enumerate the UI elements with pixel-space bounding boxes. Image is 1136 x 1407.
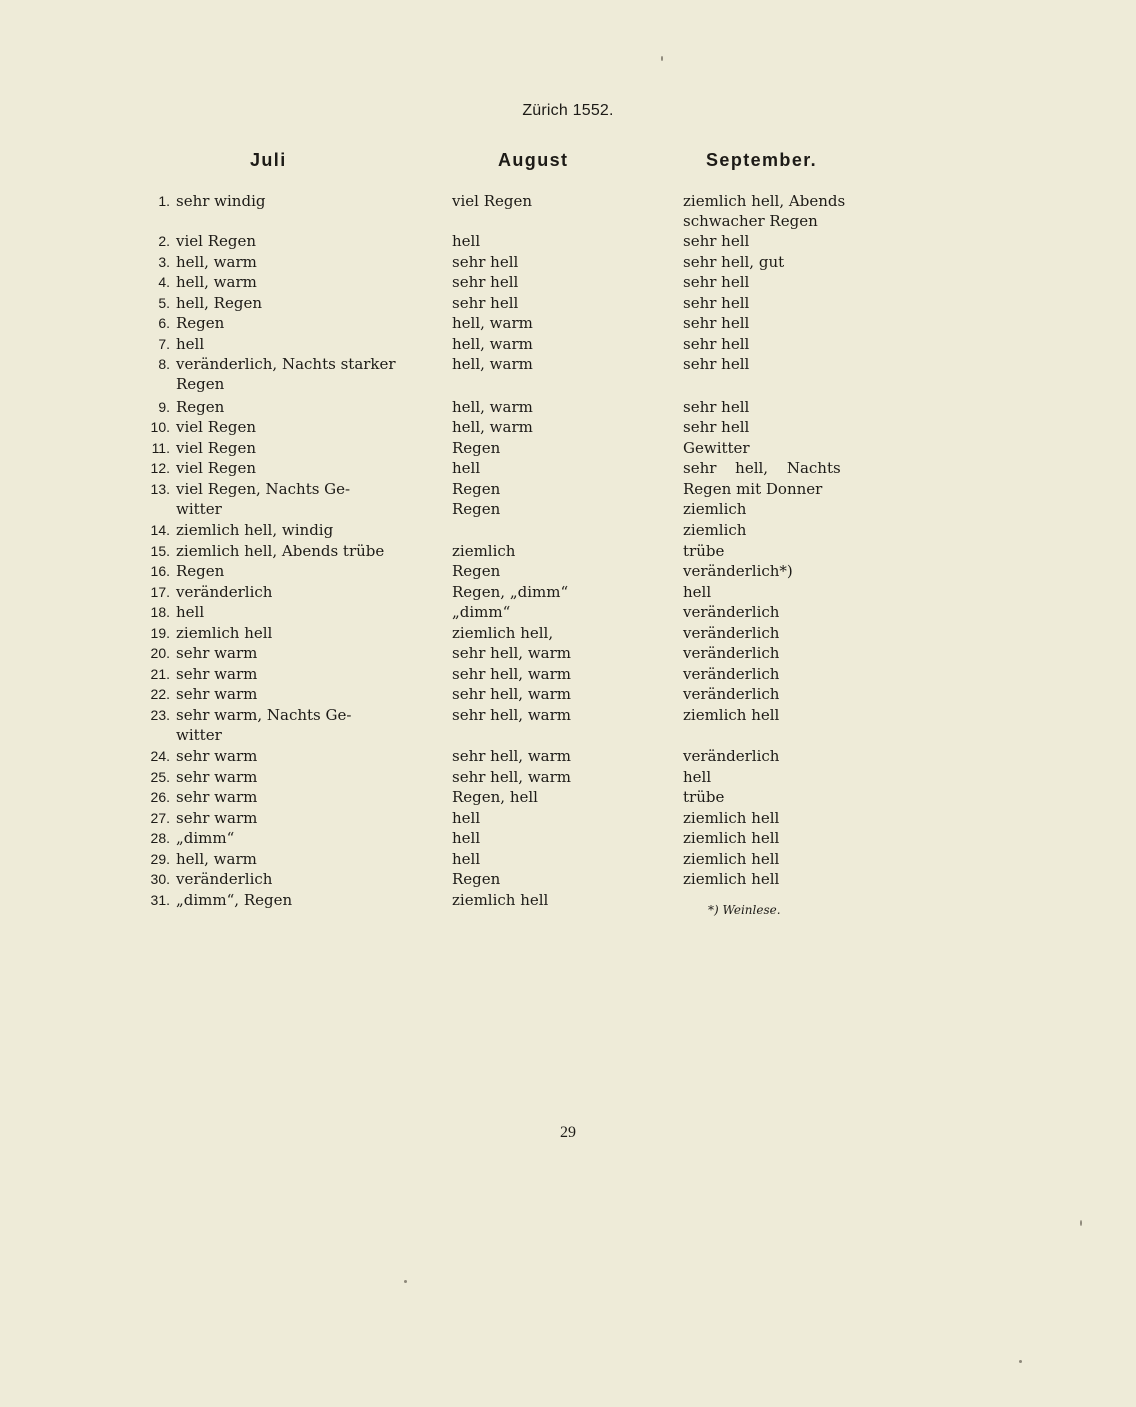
september-entry: sehr hell: [683, 232, 750, 250]
table-row: [0, 787, 1136, 808]
august-entry: hell, warm: [452, 398, 533, 416]
july-entry: viel Regen: [176, 418, 257, 436]
august-entry: Regen: [452, 870, 501, 888]
day-number: 11.: [151, 440, 170, 456]
day-number: 4.: [158, 274, 170, 290]
table-row: [0, 705, 1136, 744]
august-entry: Regen, hell: [452, 788, 538, 806]
september-entry: sehr hell, gut: [683, 253, 785, 271]
table-row: [0, 541, 1136, 562]
july-entry-continued: Regen: [176, 375, 225, 393]
table-row: [0, 458, 1136, 479]
september-entry: sehr hell: [683, 314, 750, 332]
july-entry: veränderlich: [176, 870, 273, 888]
august-entry: sehr hell: [452, 294, 519, 312]
september-entry: sehr hell, Nachts: [683, 459, 841, 477]
july-entry: hell: [176, 335, 205, 353]
july-entry: viel Regen: [176, 459, 257, 477]
day-number: 30.: [150, 871, 170, 887]
table-row: [0, 252, 1136, 273]
table-row: [0, 828, 1136, 849]
august-entry: Regen: [452, 480, 501, 498]
august-entry: hell, warm: [452, 418, 533, 436]
column-header-july: Juli: [250, 150, 287, 170]
day-number: 31.: [150, 892, 170, 908]
august-entry: sehr hell: [452, 253, 519, 271]
september-entry: sehr hell: [683, 273, 750, 291]
day-number: 3.: [158, 254, 170, 270]
august-entry: sehr hell, warm: [452, 644, 572, 662]
day-number: 21.: [150, 666, 170, 682]
september-entry: veränderlich: [683, 685, 780, 703]
august-entry: hell: [452, 850, 481, 868]
july-entry: sehr warm, Nachts Ge-: [176, 706, 352, 724]
august-entry: hell, warm: [452, 314, 533, 332]
september-entry: veränderlich: [683, 665, 780, 683]
july-entry: Regen: [176, 398, 225, 416]
september-entry: veränderlich*): [683, 562, 793, 580]
september-entry: veränderlich: [683, 624, 780, 642]
day-number: 29.: [150, 851, 170, 867]
table-row: [0, 293, 1136, 314]
day-number: 2.: [158, 233, 170, 249]
footnote: *) Weinlese.: [708, 903, 781, 917]
table-row: [0, 746, 1136, 767]
july-entry: hell, Regen: [176, 294, 262, 312]
july-entry: „dimm“: [176, 829, 235, 847]
august-entry-continued: Regen: [452, 500, 501, 518]
table-row: [0, 849, 1136, 870]
day-number: 19.: [150, 625, 170, 641]
july-entry: Regen: [176, 562, 225, 580]
july-entry: hell: [176, 603, 205, 621]
day-number: 22.: [150, 686, 170, 702]
page-number: 29: [560, 1124, 576, 1141]
august-entry: Regen: [452, 562, 501, 580]
july-entry: ziemlich hell: [176, 624, 273, 642]
day-number: 18.: [150, 604, 170, 620]
day-number: 24.: [150, 748, 170, 764]
july-entry-continued: witter: [176, 726, 222, 744]
table-row: [0, 561, 1136, 582]
day-number: 17.: [150, 584, 170, 600]
july-entry: ziemlich hell, windig: [176, 521, 334, 539]
day-number: 20.: [150, 645, 170, 661]
september-entry: ziemlich hell: [683, 850, 780, 868]
table-row: [0, 231, 1136, 252]
september-entry: ziemlich hell: [683, 870, 780, 888]
september-entry: sehr hell: [683, 398, 750, 416]
day-number: 16.: [150, 563, 170, 579]
table-row: [0, 272, 1136, 293]
table-row: [0, 890, 1136, 911]
september-entry: ziemlich hell, Abends: [683, 192, 846, 210]
day-number: 8.: [158, 356, 170, 372]
august-entry: sehr hell, warm: [452, 685, 572, 703]
august-entry: ziemlich: [452, 542, 516, 560]
page-heading: Zürich 1552.: [522, 102, 614, 119]
july-entry: ziemlich hell, Abends trübe: [176, 542, 385, 560]
september-entry: ziemlich hell: [683, 706, 780, 724]
september-entry: ziemlich hell: [683, 829, 780, 847]
table-row: [0, 684, 1136, 705]
day-number: 1.: [158, 193, 170, 209]
table-row: [0, 334, 1136, 355]
july-entry: sehr warm: [176, 644, 258, 662]
july-entry: veränderlich, Nachts starker: [176, 355, 396, 373]
day-number: 13.: [150, 481, 170, 497]
paper-speck: [404, 1280, 407, 1283]
day-number: 26.: [150, 789, 170, 805]
july-entry: sehr warm: [176, 685, 258, 703]
july-entry: hell, warm: [176, 850, 257, 868]
day-number: 12.: [150, 460, 170, 476]
paper-speck: [661, 56, 663, 61]
august-entry: hell: [452, 829, 481, 847]
table-row: [0, 417, 1136, 438]
september-entry: trübe: [683, 542, 725, 560]
day-number: 23.: [150, 707, 170, 723]
column-header-september: September.: [706, 150, 818, 170]
day-number: 14.: [150, 522, 170, 538]
september-entry: Gewitter: [683, 439, 750, 457]
august-entry: sehr hell: [452, 273, 519, 291]
day-number: 28.: [150, 830, 170, 846]
august-entry: hell, warm: [452, 355, 533, 373]
september-entry: hell: [683, 768, 712, 786]
table-row: [0, 623, 1136, 644]
july-entry: hell, warm: [176, 253, 257, 271]
august-entry: sehr hell, warm: [452, 665, 572, 683]
table-row: [0, 191, 1136, 230]
july-entry: viel Regen, Nachts Ge-: [176, 480, 351, 498]
july-entry: sehr warm: [176, 768, 258, 786]
table-row: [0, 869, 1136, 890]
september-entry: Regen mit Donner: [683, 480, 823, 498]
july-entry: sehr warm: [176, 809, 258, 827]
august-entry: ziemlich hell: [452, 891, 549, 909]
august-entry: Regen: [452, 439, 501, 457]
table-row: [0, 582, 1136, 603]
july-entry: sehr windig: [176, 192, 266, 210]
table-row: [0, 808, 1136, 829]
september-entry-continued: ziemlich: [683, 500, 747, 518]
day-number: 15.: [150, 543, 170, 559]
july-entry: sehr warm: [176, 665, 258, 683]
day-number: 9.: [158, 399, 170, 415]
day-number: 25.: [150, 769, 170, 785]
september-entry: sehr hell: [683, 355, 750, 373]
september-entry: sehr hell: [683, 418, 750, 436]
september-entry: trübe: [683, 788, 725, 806]
august-entry: sehr hell, warm: [452, 768, 572, 786]
september-entry: veränderlich: [683, 644, 780, 662]
day-number: 6.: [158, 315, 170, 331]
table-row: [0, 664, 1136, 685]
table-row: [0, 643, 1136, 664]
august-entry: hell, warm: [452, 335, 533, 353]
july-entry: „dimm“, Regen: [176, 891, 293, 909]
september-entry: ziemlich: [683, 521, 747, 539]
table-row: [0, 767, 1136, 788]
july-entry-continued: witter: [176, 500, 222, 518]
september-entry: veränderlich: [683, 603, 780, 621]
table-row: [0, 479, 1136, 518]
table-row: [0, 438, 1136, 459]
september-entry: sehr hell: [683, 294, 750, 312]
table-row: [0, 520, 1136, 541]
july-entry: viel Regen: [176, 439, 257, 457]
july-entry: Regen: [176, 314, 225, 332]
day-number: 10.: [150, 419, 170, 435]
table-row: [0, 354, 1136, 393]
august-entry: Regen, „dimm“: [452, 583, 569, 601]
september-entry: veränderlich: [683, 747, 780, 765]
july-entry: veränderlich: [176, 583, 273, 601]
august-entry: sehr hell, warm: [452, 747, 572, 765]
day-number: 27.: [150, 810, 170, 826]
table-row: [0, 313, 1136, 334]
day-number: 5.: [158, 295, 170, 311]
august-entry: hell: [452, 232, 481, 250]
july-entry: hell, warm: [176, 273, 257, 291]
column-header-august: August: [498, 150, 569, 170]
august-entry: „dimm“: [452, 603, 511, 621]
july-entry: sehr warm: [176, 747, 258, 765]
august-entry: hell: [452, 809, 481, 827]
august-entry: viel Regen: [452, 192, 533, 210]
september-entry: ziemlich hell: [683, 809, 780, 827]
september-entry: hell: [683, 583, 712, 601]
august-entry: ziemlich hell,: [452, 624, 554, 642]
july-entry: sehr warm: [176, 788, 258, 806]
table-row: [0, 602, 1136, 623]
august-entry: hell: [452, 459, 481, 477]
july-entry: viel Regen: [176, 232, 257, 250]
paper-speck: [1019, 1360, 1022, 1363]
paper-speck: [1080, 1220, 1082, 1226]
august-entry: sehr hell, warm: [452, 706, 572, 724]
day-number: 7.: [158, 336, 170, 352]
september-entry-continued: schwacher Regen: [683, 212, 818, 230]
september-entry: sehr hell: [683, 335, 750, 353]
table-row: [0, 397, 1136, 418]
